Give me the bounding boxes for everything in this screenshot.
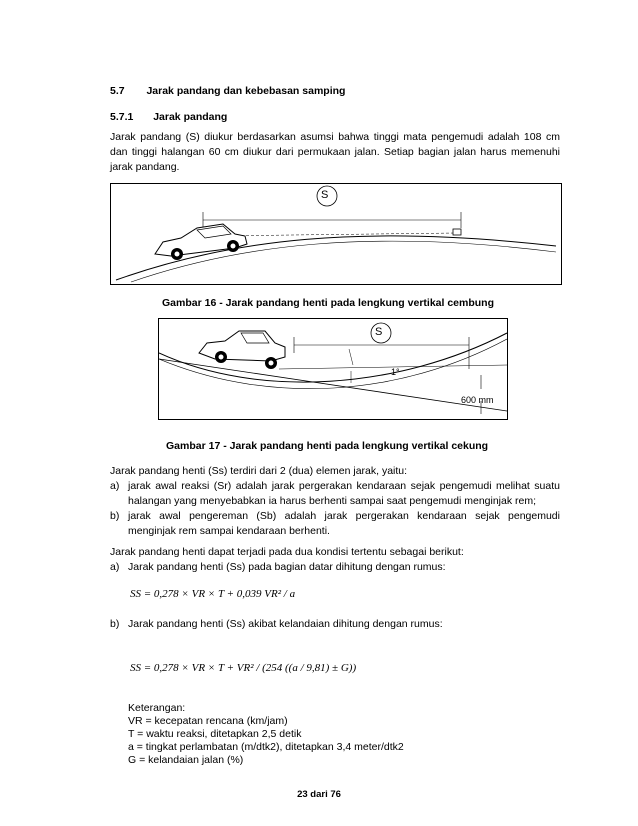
item-b-text: jarak awal pengereman (Sb) adalah jarak pergerakan kendaraan sejak pengemudi menginjak rem sampai kendaraan berhenti. xyxy=(128,510,560,537)
legend-item-a: a = tingkat perlambatan (m/dtk2), ditetapkan 3,4 meter/dtk2 xyxy=(128,741,404,753)
item-a-marker: a) xyxy=(110,480,120,492)
figure-17-drawing xyxy=(159,319,507,419)
figure-16 xyxy=(110,183,562,285)
figure-17-angle-label: 1° xyxy=(391,367,400,377)
item-a-text: jarak awal reaksi (Sr) adalah jarak pergerakan kendaraan sejak pengemudi melihat suatu halangan yang menyebabkan ia harus berhenti sampai saat pengemudi menginjak rem; xyxy=(128,480,560,507)
formula-2 xyxy=(130,648,410,698)
legend-item-g: G = kelandaian jalan (%) xyxy=(128,754,244,766)
figure-16-drawing xyxy=(111,184,561,284)
formula-1 xyxy=(130,578,390,608)
legend-item-vr: VR = kecepatan rencana (km/jam) xyxy=(128,715,288,727)
formula-1-text: SS = 0,278 × VR × T + 0,039 VR² / a xyxy=(130,588,296,600)
car-icon xyxy=(199,331,285,369)
item-b-marker: b) xyxy=(110,510,120,522)
obstacle-icon xyxy=(453,229,461,235)
legend-item-t: T = waktu reaksi, ditetapkan 2,5 detik xyxy=(128,728,302,740)
condition-a-marker: a) xyxy=(110,561,120,573)
section-heading xyxy=(110,85,345,97)
intro-paragraph: Jarak pandang (S) diukur berdasarkan asumsi bahwa tinggi mata pengemudi adalah 108 cm dan tinggi halangan 60 cm diukur dari permukaan jalan. Setiap bagian jalan harus memenuhi jarak pandang. xyxy=(110,131,560,173)
subsection-heading xyxy=(110,111,227,123)
condition-b-marker: b) xyxy=(110,618,120,630)
figure-16-caption: Gambar 16 - Jarak pandang henti pada lengkung vertikal cembung xyxy=(162,297,495,309)
formula-2-text: SS = 0,278 × VR × T + VR² / (254 ((a / 9,81) ± G)) xyxy=(130,662,357,674)
figure-17-s-label: S xyxy=(375,326,383,338)
page-number: 23 dari 76 xyxy=(297,789,341,800)
subsection-number: 5.7.1 xyxy=(110,111,134,123)
conditions-intro: Jarak pandang henti dapat terjadi pada dua kondisi tertentu sebagai berikut: xyxy=(110,546,464,558)
condition-a-text: Jarak pandang henti (Ss) pada bagian datar dihitung dengan rumus: xyxy=(128,561,446,573)
section-number: 5.7 xyxy=(110,85,125,97)
car-icon xyxy=(155,224,247,260)
figure-17-caption: Gambar 17 - Jarak pandang henti pada lengkung vertikal cekung xyxy=(166,440,489,452)
subsection-title: Jarak pandang xyxy=(153,111,228,123)
section-title: Jarak pandang dan kebebasan samping xyxy=(146,85,346,97)
legend-title: Keterangan: xyxy=(128,702,186,714)
stopping-distance-intro: Jarak pandang henti (Ss) terdiri dari 2 (dua) elemen jarak, yaitu: xyxy=(110,465,408,477)
condition-b-text: Jarak pandang henti (Ss) akibat kelandaian dihitung dengan rumus: xyxy=(128,618,443,630)
figure-17 xyxy=(158,318,508,420)
figure-17-height-label: 600 mm xyxy=(461,395,494,405)
figure-16-s-label: S xyxy=(321,189,329,201)
